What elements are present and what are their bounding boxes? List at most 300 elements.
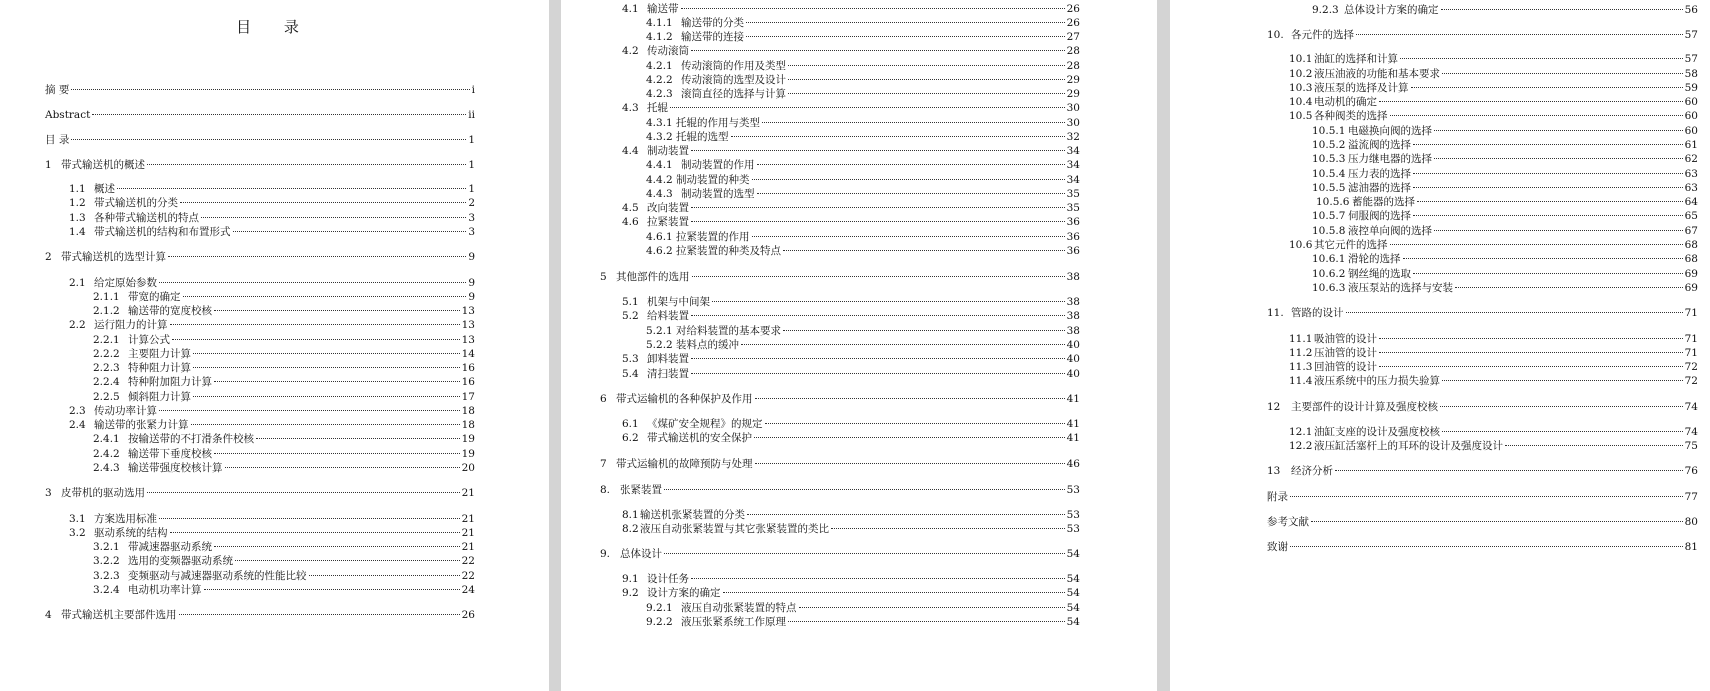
toc-dot-leader [214, 310, 460, 311]
toc-entry[interactable] [1289, 53, 1698, 66]
toc-entry[interactable] [1267, 29, 1698, 42]
toc-entry[interactable] [93, 541, 475, 554]
toc-page-number: 19 [461, 448, 475, 460]
toc-entry[interactable] [600, 393, 1080, 406]
toc-entry[interactable] [93, 348, 475, 361]
toc-entry[interactable] [69, 183, 475, 196]
toc-page-number: 9 [468, 277, 475, 289]
toc-entry-number: 10.5.8 [1312, 225, 1346, 237]
toc-page-number: 1 [468, 134, 475, 146]
toc-page-number: 38 [1066, 325, 1080, 337]
toc-entry[interactable] [646, 602, 1080, 615]
toc-entry[interactable] [622, 310, 1080, 323]
toc-entry-number: 2.1.1 [93, 291, 120, 303]
toc-page-number: 36 [1066, 231, 1080, 243]
toc-entry-number: 10.6 [1289, 239, 1313, 251]
toc-entry-title: 液压自动张紧装置与其它张紧装置的类比 [640, 523, 829, 535]
toc-entry-title: 摘 要 [45, 84, 70, 96]
toc-page-number: ii [468, 109, 475, 121]
toc-page-number: 77 [1684, 491, 1698, 503]
toc-entry[interactable] [646, 60, 1080, 73]
toc-entry-title: 总体设计方案的确定 [1344, 4, 1439, 16]
toc-entry[interactable] [646, 17, 1080, 30]
toc-page-number: 1 [468, 159, 475, 171]
toc-entry-number: 4.3.2 [646, 131, 673, 143]
toc-dot-leader [117, 188, 466, 189]
toc-entry-title: 机架与中间架 [647, 296, 710, 308]
toc-dot-leader [731, 136, 1065, 137]
toc-dot-leader [757, 193, 1065, 194]
toc-page-number: 26 [461, 609, 475, 621]
toc-dot-leader [147, 164, 466, 165]
toc-entry-title: 选用的变频器驱动系统 [128, 555, 233, 567]
toc-entry[interactable] [1289, 239, 1698, 252]
toc-page-number: 71 [1684, 347, 1698, 359]
toc-page-number: 60 [1684, 125, 1698, 137]
toc-dot-leader [180, 202, 466, 203]
toc-page-number: 69 [1684, 268, 1698, 280]
toc-entry[interactable] [646, 174, 1080, 187]
toc-entry-title: 输送带的宽度校核 [128, 305, 212, 317]
toc-entry-title: 带式输送机的概述 [61, 159, 145, 171]
toc-entry[interactable] [646, 131, 1080, 144]
toc-entry-number: 2.4.2 [93, 448, 120, 460]
toc-entry[interactable] [93, 448, 475, 461]
toc-page-number: 54 [1066, 587, 1080, 599]
toc-dot-leader [1311, 521, 1683, 522]
toc-dot-leader [741, 344, 1065, 345]
toc-entry[interactable] [622, 587, 1080, 600]
toc-entry-number: 10.6.1 [1312, 253, 1346, 265]
toc-page-number: 38 [1066, 271, 1080, 283]
toc-entry-title: 主要部件的设计计算及强度校核 [1291, 401, 1438, 413]
toc-entry[interactable] [646, 339, 1080, 352]
toc-page-number: 35 [1066, 202, 1080, 214]
toc-dot-leader [1441, 9, 1683, 10]
toc-page-number: 53 [1066, 523, 1080, 535]
toc-entry-title: 给定原始参数 [94, 277, 157, 289]
toc-page-number: 18 [461, 419, 475, 431]
toc-page-number: 57 [1684, 29, 1698, 41]
toc-entry-number: 10.6.3 [1312, 282, 1346, 294]
toc-entry[interactable] [622, 216, 1080, 229]
toc-entry-number: 3.1 [69, 513, 86, 525]
toc-entry-title: 蓄能器的选择 [1352, 196, 1415, 208]
toc-entry-title: 特种阻力计算 [128, 362, 191, 374]
toc-entry[interactable] [93, 305, 475, 318]
toc-entry-number: 1.1 [69, 183, 86, 195]
toc-dot-leader [1413, 173, 1683, 174]
toc-page-number: 21 [461, 513, 475, 525]
toc-entry[interactable] [622, 296, 1080, 309]
toc-entry[interactable] [1267, 307, 1698, 320]
toc-entry[interactable] [1289, 426, 1698, 439]
toc-entry[interactable] [45, 487, 475, 500]
toc-dot-leader [691, 221, 1065, 222]
toc-entry-title: 滚筒直径的选择与计算 [681, 88, 786, 100]
toc-dot-leader [225, 467, 460, 468]
toc-page-number: 20 [461, 462, 475, 474]
toc-entry[interactable] [622, 523, 1080, 536]
toc-entry-number: 1.4 [69, 226, 86, 238]
toc-entry[interactable] [93, 433, 475, 446]
toc-page-number: 28 [1066, 60, 1080, 72]
toc-page-number: 21 [461, 527, 475, 539]
toc-entry[interactable] [622, 102, 1080, 115]
toc-page-number: 75 [1684, 440, 1698, 452]
toc-entry-number: 3 [45, 487, 52, 499]
toc-entry[interactable] [622, 368, 1080, 381]
toc-entry-title: 输送带的连接 [681, 31, 744, 43]
toc-entry-title: Abstract [45, 109, 91, 121]
toc-entry[interactable] [93, 391, 475, 404]
toc-entry-number: 2.4 [69, 419, 86, 431]
toc-dot-leader [788, 65, 1065, 66]
toc-entry[interactable] [622, 353, 1080, 366]
toc-page-number: 17 [461, 391, 475, 403]
toc-entry[interactable] [622, 573, 1080, 586]
toc-entry[interactable] [1289, 347, 1698, 360]
toc-dot-leader [235, 560, 460, 561]
toc-page-number: 69 [1684, 282, 1698, 294]
toc-entry[interactable] [1312, 153, 1698, 166]
toc-entry-title: 特种附加阻力计算 [128, 376, 212, 388]
toc-entry-title: 液压系统中的压力损失验算 [1314, 375, 1440, 387]
toc-page-number: 9 [468, 291, 475, 303]
toc-entry[interactable] [45, 609, 475, 622]
toc-entry[interactable] [1312, 125, 1698, 138]
toc-entry-number: 3.2.3 [93, 570, 120, 582]
document-page-3 [1170, 0, 1710, 691]
toc-entry[interactable] [646, 231, 1080, 244]
toc-page-number: 40 [1066, 339, 1080, 351]
toc-entry-number: 9.2 [622, 587, 639, 599]
toc-dot-leader [193, 367, 460, 368]
toc-page-number: 40 [1066, 353, 1080, 365]
toc-entry-number: 10.5.5 [1312, 182, 1346, 194]
toc-entry[interactable] [93, 291, 475, 304]
toc-entry-number: 10.5.7 [1312, 210, 1346, 222]
toc-page-number: 38 [1066, 296, 1080, 308]
toc-entry-number: 11.4 [1289, 375, 1313, 387]
toc-entry[interactable] [622, 45, 1080, 58]
toc-entry-title: 传动滚筒 [647, 45, 689, 57]
toc-entry-number: 5.2.1 [646, 325, 673, 337]
toc-entry-title: 传动滚筒的作用及类型 [681, 60, 786, 72]
toc-entry-number: 4.2.3 [646, 88, 673, 100]
toc-dot-leader [788, 621, 1065, 622]
toc-entry[interactable] [622, 202, 1080, 215]
toc-dot-leader [92, 114, 466, 115]
toc-entry[interactable] [622, 3, 1080, 16]
toc-entry[interactable] [93, 584, 475, 597]
toc-entry[interactable] [1316, 196, 1698, 209]
toc-page-number: 3 [468, 226, 475, 238]
toc-page-number: 68 [1684, 239, 1698, 251]
toc-entry-number: 4.1 [622, 3, 639, 15]
toc-entry[interactable] [1312, 139, 1698, 152]
toc-entry[interactable] [69, 419, 475, 432]
toc-entry[interactable] [93, 462, 475, 475]
toc-page-number: 38 [1066, 310, 1080, 322]
toc-dot-leader [159, 282, 466, 283]
toc-entry[interactable] [646, 31, 1080, 44]
toc-entry[interactable] [646, 88, 1080, 101]
toc-dot-leader [256, 438, 460, 439]
toc-entry[interactable] [646, 188, 1080, 201]
toc-entry-title: 总体设计 [620, 548, 662, 560]
toc-entry[interactable] [1267, 541, 1698, 554]
toc-entry[interactable] [1267, 465, 1698, 478]
toc-page-number: 1 [468, 183, 475, 195]
toc-entry[interactable] [1267, 401, 1698, 414]
toc-dot-leader [201, 217, 466, 218]
toc-entry-number: 5.3 [622, 353, 639, 365]
toc-entry[interactable] [1312, 210, 1698, 223]
toc-dot-leader [1442, 431, 1683, 432]
toc-entry[interactable] [646, 74, 1080, 87]
toc-entry-title: 运行阻力的计算 [94, 319, 168, 331]
toc-page-number: 74 [1684, 426, 1698, 438]
toc-dot-leader [168, 256, 466, 257]
toc-entry[interactable] [45, 159, 475, 172]
toc-entry[interactable] [45, 134, 475, 147]
toc-entry[interactable] [69, 226, 475, 239]
toc-dot-leader [193, 396, 460, 397]
toc-entry-number: 3.2.2 [93, 555, 120, 567]
toc-page-number: 21 [461, 541, 475, 553]
toc-page-number: 36 [1066, 245, 1080, 257]
toc-dot-leader [1413, 215, 1683, 216]
toc-entry[interactable] [69, 319, 475, 332]
toc-page-number: 68 [1684, 253, 1698, 265]
toc-entry[interactable] [93, 362, 475, 375]
toc-entry-title: 带式运输机的故障预防与处理 [616, 458, 753, 470]
toc-entry[interactable] [646, 245, 1080, 258]
toc-entry[interactable] [1289, 375, 1698, 388]
toc-entry[interactable] [45, 109, 475, 122]
toc-page-number: 62 [1684, 153, 1698, 165]
toc-entry[interactable] [1312, 253, 1698, 266]
toc-entry[interactable] [622, 432, 1080, 445]
toc-entry[interactable] [1312, 282, 1698, 295]
toc-page-number: 72 [1684, 361, 1698, 373]
toc-page-number: 71 [1684, 307, 1698, 319]
toc-entry-title: 其它元件的选择 [1314, 239, 1388, 251]
toc-entry-number: 4.1.2 [646, 31, 673, 43]
toc-entry-title: 压力表的选择 [1348, 168, 1411, 180]
toc-entry[interactable] [1289, 82, 1698, 95]
toc-entry-title: 主要阻力计算 [128, 348, 191, 360]
toc-entry-number: 6.1 [622, 418, 639, 430]
toc-entry-title: 液压自动张紧装置的特点 [681, 602, 797, 614]
toc-page-number: 36 [1066, 216, 1080, 228]
toc-dot-leader [746, 22, 1065, 23]
toc-entry-number: 2.2.4 [93, 376, 120, 388]
toc-entry[interactable] [600, 271, 1080, 284]
toc-dot-leader [765, 423, 1065, 424]
toc-dot-leader [1434, 158, 1683, 159]
toc-entry[interactable] [1312, 182, 1698, 195]
toc-entry[interactable] [1289, 333, 1698, 346]
toc-entry[interactable] [93, 570, 475, 583]
toc-entry[interactable] [1289, 361, 1698, 374]
toc-dot-leader [1411, 87, 1683, 88]
toc-entry-number: 10.5.6 [1316, 196, 1350, 208]
toc-page-number: 56 [1684, 4, 1698, 16]
toc-entry[interactable] [69, 197, 475, 210]
toc-entry[interactable] [646, 117, 1080, 130]
toc-page-number: 30 [1066, 117, 1080, 129]
toc-entry-title: 装料点的缓冲 [676, 339, 739, 351]
toc-entry[interactable] [69, 527, 475, 540]
toc-entry[interactable] [93, 334, 475, 347]
toc-entry-number: 5.4 [622, 368, 639, 380]
toc-entry-number: 9. [600, 548, 611, 560]
toc-entry-number: 5.2.2 [646, 339, 673, 351]
toc-page-number: 53 [1066, 509, 1080, 521]
toc-dot-leader [783, 250, 1065, 251]
toc-dot-leader [1379, 366, 1683, 367]
toc-entry[interactable] [646, 616, 1080, 629]
toc-entry-number: 10.5 [1289, 110, 1313, 122]
toc-entry[interactable] [646, 159, 1080, 172]
toc-entry[interactable] [1312, 4, 1698, 17]
toc-entry-title: 传动功率计算 [94, 405, 157, 417]
toc-entry-title: 拉紧装置的种类及特点 [676, 245, 781, 257]
toc-entry-title: 设计任务 [647, 573, 689, 585]
toc-entry[interactable] [93, 376, 475, 389]
toc-entry[interactable] [69, 405, 475, 418]
toc-entry-number: 8.1 [622, 509, 639, 521]
toc-dot-leader [1440, 406, 1683, 407]
toc-entry[interactable] [45, 251, 475, 264]
toc-page-number: 13 [461, 334, 475, 346]
toc-page-number: 19 [461, 433, 475, 445]
toc-dot-leader [71, 139, 466, 140]
toc-entry-number: 10.3 [1289, 82, 1313, 94]
toc-entry-number: 8.2 [622, 523, 639, 535]
toc-page-number: 34 [1066, 145, 1080, 157]
toc-page-number: 54 [1066, 616, 1080, 628]
toc-page-number: 18 [461, 405, 475, 417]
toc-entry-title: 拉紧装置的作用 [676, 231, 750, 243]
toc-page-number: 65 [1684, 210, 1698, 222]
toc-entry[interactable] [646, 325, 1080, 338]
toc-entry-number: 4.4.1 [646, 159, 673, 171]
toc-dot-leader [1346, 312, 1683, 313]
toc-entry-number: 6.2 [622, 432, 639, 444]
toc-entry-number: 11. [1267, 307, 1284, 319]
toc-entry-title: 液压油液的功能和基本要求 [1314, 68, 1440, 80]
toc-entry[interactable] [1289, 110, 1698, 123]
toc-entry[interactable] [622, 418, 1080, 431]
toc-page-number: 41 [1066, 432, 1080, 444]
toc-dot-leader [1417, 201, 1683, 202]
toc-entry-title: 带减速器驱动系统 [128, 541, 212, 553]
toc-dot-leader [1413, 144, 1683, 145]
toc-entry[interactable] [1289, 440, 1698, 453]
toc-dot-leader [664, 553, 1065, 554]
toc-dot-leader [1505, 445, 1683, 446]
toc-page-number: 13 [461, 319, 475, 331]
toc-title: 目 录 [236, 18, 313, 36]
toc-dot-leader [159, 410, 460, 411]
toc-dot-leader [691, 207, 1065, 208]
toc-entry-title: 清扫装置 [647, 368, 689, 380]
toc-entry-title: 制动装置的种类 [676, 174, 750, 186]
toc-dot-leader [1413, 273, 1683, 274]
toc-entry-title: 压力继电器的选择 [1348, 153, 1432, 165]
toc-entry[interactable] [1267, 491, 1698, 504]
toc-entry[interactable] [69, 277, 475, 290]
toc-entry-number: 2.2.3 [93, 362, 120, 374]
toc-entry-title: 电磁换向阀的选择 [1348, 125, 1432, 137]
toc-entry[interactable] [69, 212, 475, 225]
toc-entry-title: 设计方案的确定 [647, 587, 721, 599]
toc-entry-title: 滑轮的选择 [1348, 253, 1401, 265]
toc-page-number: 22 [461, 555, 475, 567]
toc-entry[interactable] [622, 145, 1080, 158]
toc-entry-title: 皮带机的驱动选用 [61, 487, 145, 499]
toc-dot-leader [723, 592, 1065, 593]
toc-entry[interactable] [622, 509, 1080, 522]
toc-dot-leader [691, 373, 1065, 374]
toc-entry[interactable] [600, 484, 1080, 497]
toc-entry-number: 4.6.2 [646, 245, 673, 257]
toc-page-number: 26 [1066, 17, 1080, 29]
toc-entry-number: 1 [45, 159, 52, 171]
toc-entry[interactable] [45, 84, 475, 97]
toc-entry-number: 4.4 [622, 145, 639, 157]
toc-dot-leader [1290, 496, 1683, 497]
toc-entry[interactable] [1312, 168, 1698, 181]
toc-page-number: 46 [1066, 458, 1080, 470]
toc-entry-title: 各种阀类的选择 [1314, 110, 1388, 122]
toc-entry[interactable] [600, 458, 1080, 471]
toc-dot-leader [755, 463, 1065, 464]
toc-entry[interactable] [69, 513, 475, 526]
toc-page-number: 16 [461, 362, 475, 374]
toc-dot-leader [309, 575, 460, 576]
toc-entry-title: 制动装置的作用 [681, 159, 755, 171]
toc-entry[interactable] [600, 548, 1080, 561]
toc-entry-title: 托辊的作用与类型 [676, 117, 760, 129]
toc-page-number: 34 [1066, 174, 1080, 186]
toc-entry-number: 10.5.3 [1312, 153, 1346, 165]
toc-entry[interactable] [1312, 268, 1698, 281]
toc-entry-number: 4.4.3 [646, 188, 673, 200]
toc-dot-leader [183, 296, 467, 297]
toc-dot-leader [1335, 470, 1683, 471]
toc-dot-leader [179, 614, 460, 615]
toc-entry-title: 按输送带的不打滑条件校核 [128, 433, 254, 445]
toc-entry-number: 4.4.2 [646, 174, 673, 186]
toc-entry[interactable] [1267, 516, 1698, 529]
toc-dot-leader [1290, 546, 1683, 547]
toc-dot-leader [170, 324, 460, 325]
toc-entry-title: 驱动系统的结构 [94, 527, 168, 539]
toc-entry[interactable] [1289, 68, 1698, 81]
toc-entry[interactable] [93, 555, 475, 568]
toc-entry-title: 拉紧装置 [647, 216, 689, 228]
toc-page-number: 30 [1066, 102, 1080, 114]
toc-entry[interactable] [1312, 225, 1698, 238]
toc-page-number: 16 [461, 376, 475, 388]
toc-dot-leader [691, 150, 1065, 151]
toc-entry[interactable] [1289, 96, 1698, 109]
toc-entry-number: 4.6.1 [646, 231, 673, 243]
